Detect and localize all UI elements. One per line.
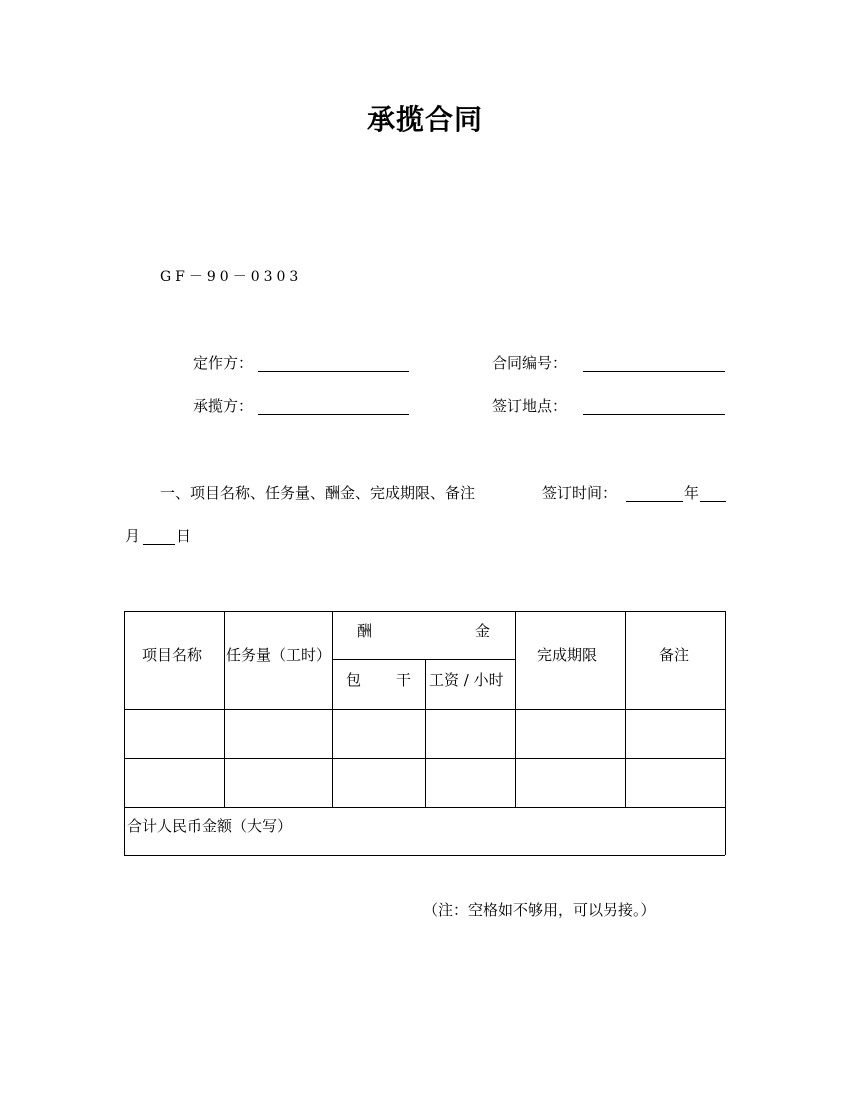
header-remark: 备注 (659, 646, 690, 664)
contract-code: GF－90－0303 (160, 269, 303, 285)
table-border-left (124, 611, 125, 855)
table-border-right (725, 611, 726, 855)
header-pay-left: 酬 (357, 622, 373, 640)
contract-no-label: 合同编号： (492, 354, 568, 372)
sign-year-field[interactable] (626, 501, 683, 502)
ordering-party-label: 定作方： (193, 354, 254, 372)
day-label: 日 (176, 527, 192, 545)
ordering-party-field[interactable] (258, 371, 409, 372)
sign-place-field[interactable] (583, 414, 725, 415)
table-border-bottom (124, 855, 725, 856)
pay-subheader-divider (332, 659, 515, 660)
month-label: 月 (125, 527, 141, 545)
header-item-name: 项目名称 (142, 646, 203, 664)
sign-month-field[interactable] (700, 501, 726, 502)
page-title: 承揽合同 (366, 103, 483, 136)
header-lump-right: 干 (396, 671, 412, 689)
col-divider (625, 611, 626, 807)
contract-no-field[interactable] (583, 371, 725, 372)
header-workload: 任务量（工时） (226, 646, 332, 664)
total-amount-label: 合计人民币金额（大写） (127, 817, 293, 835)
sign-day-field[interactable] (143, 544, 175, 545)
sign-place-label: 签订地点： (492, 397, 568, 415)
col-divider (425, 659, 426, 807)
row-divider (124, 807, 725, 808)
col-divider (224, 611, 225, 807)
project-table (124, 611, 725, 855)
col-divider (332, 611, 333, 807)
sign-time-label: 签订时间： (542, 484, 618, 502)
table-border-top (124, 611, 725, 612)
contractor-label: 承揽方： (193, 397, 254, 415)
header-pay-right: 金 (475, 622, 491, 640)
contractor-field[interactable] (258, 414, 409, 415)
header-deadline: 完成期限 (537, 646, 598, 664)
year-label: 年 (684, 484, 700, 502)
col-divider (515, 611, 516, 807)
footnote: （注：空格如不够用，可以另接。） (423, 901, 656, 919)
header-lump-left: 包 (346, 671, 362, 689)
section1-heading: 一、项目名称、任务量、酬金、完成期限、备注 (160, 484, 476, 502)
header-wage: 工资 / 小时 (429, 671, 504, 689)
